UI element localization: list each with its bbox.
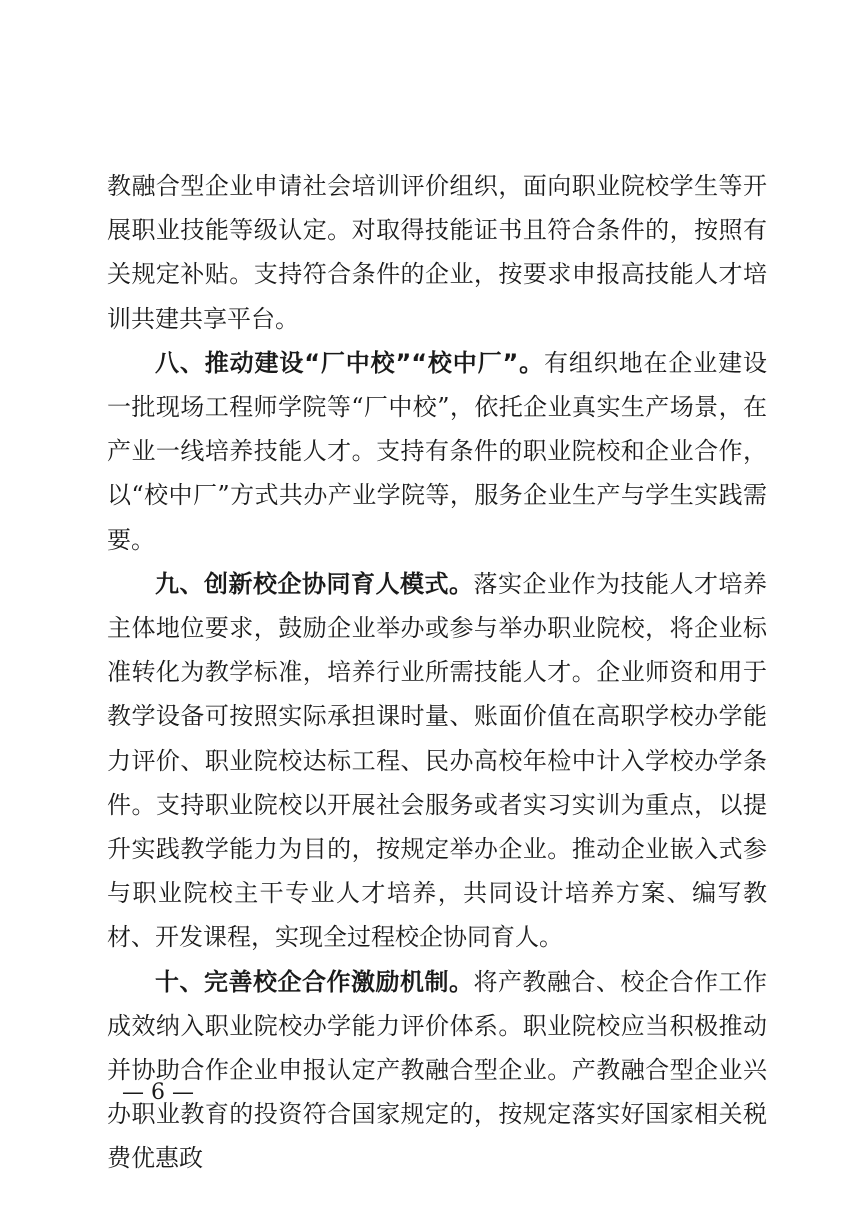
paragraph-continuation [107, 164, 767, 341]
section-heading-9: 九、创新校企协同育人模式。 [155, 569, 474, 598]
section-heading-8: 八、推动建设“厂中校”“校中厂”。 [155, 348, 545, 377]
paragraph-section-10 [107, 960, 767, 1181]
section-heading-10: 十、完善校企合作激励机制。 [155, 967, 474, 996]
paragraph-body: 将产教融合、校企合作工作成效纳入职业院校办学能力评价体系。职业院校应当积极推动并协助合作企业申报认定产教融合型企业。产教融合型企业兴办职业教育的投资符合国家规定的，按规定落实好国家相关税费优惠政 [107, 967, 767, 1173]
paragraph-section-9 [107, 562, 767, 960]
paragraph-section-8 [107, 341, 767, 562]
paragraph-body: 落实企业作为技能人才培养主体地位要求，鼓励企业举办或参与举办职业院校，将企业标准转化为教学标准，培养行业所需技能人才。企业师资和用于教学设备可按照实际承担课时量、账面价值在高职学校办学能力评价、职业院校达标工程、民办高校年检中计入学校办学条件。支持职业院校以开展社会服务或者实习实训为重点，以提升实践教学能力为目的，按规定举办企业。推动企业嵌入式参与职业院校主干专业人才培养，共同设计培养方案、编写教材、开发课程，实现全过程校企协同育人。 [107, 569, 767, 952]
paragraph-body: 有组织地在企业建设一批现场工程师学院等“厂中校”，依托企业真实生产场景，在产业一线培养技能人才。支持有条件的职业院校和企业合作，以“校中厂”方式共办产业学院等，服务企业生产与学生实践需要。 [107, 348, 767, 554]
paragraph-body: 教融合型企业申请社会培训评价组织，面向职业院校学生等开展职业技能等级认定。对取得技能证书且符合条件的，按照有关规定补贴。支持符合条件的企业，按要求申报高技能人才培训共建共享平台。 [107, 172, 767, 333]
document-body [107, 164, 767, 1181]
page-number: — 6 — [122, 1080, 194, 1105]
